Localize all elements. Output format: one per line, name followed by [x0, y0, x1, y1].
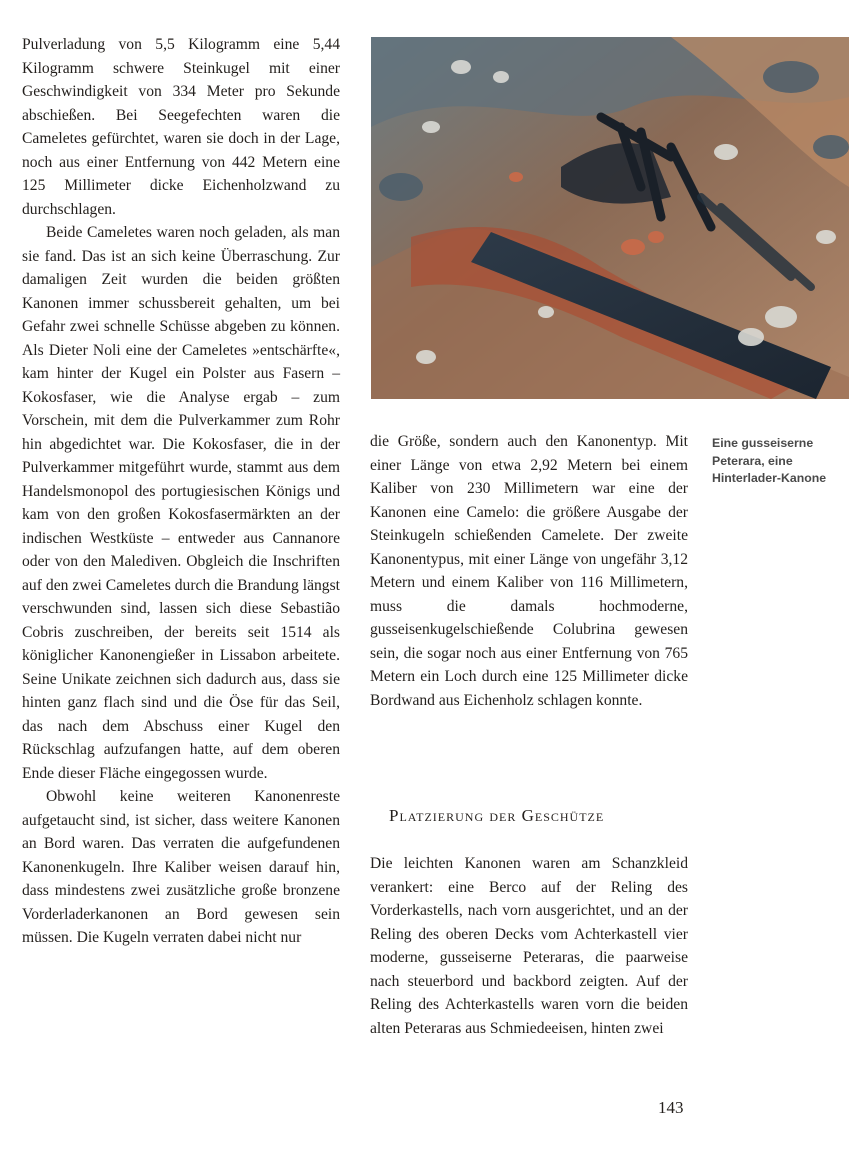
cannon-photo [371, 37, 849, 399]
paragraph: Pulverladung von 5,5 Kilogramm eine 5,44 Kilogramm schwere Steinkugel mit einer Geschwindigkeit von 334 Meter pro Sekunde abschießen. Bei Seegefechten waren die Cameletes gefürchtet, waren sie doch in der Lage, noch aus einer Entfernung von 442 Metern eine 125 Millimeter dicke Eichenholzwand zu durchschlagen. [22, 36, 340, 218]
section-heading: Platzierung der Geschütze [389, 806, 605, 825]
middle-text-column [370, 430, 688, 712]
paragraph: Obwohl keine weiteren Kanonenreste aufgetaucht sind, ist sicher, dass weitere Kanonen an Bord waren. Das verraten die aufgefundenen Kanonenkugeln. Ihre Kaliber weisen darauf hin, dass mindestens zwei zusätzliche große bronzene Vorderladerkanonen an Bord gewesen sein müssen. Die Kugeln verraten dabei nicht nur [22, 788, 340, 946]
section-text-column [370, 852, 688, 1040]
excavation-image [371, 37, 849, 399]
paragraph: die Größe, sondern auch den Kanonentyp. Mit einer Länge von etwa 2,92 Metern bei einem Kaliber von 230 Millimetern war eine der Kanonen eine Camelo: die größere Ausgabe der Steinkugeln schießenden Camelete. Der zweite Kanonentypus, mit einer Länge von ungefähr 3,12 Metern und einem Kaliber von 116 Millimetern, muss die damals hochmoderne, gusseisenkugelschießende Colubrina gewesen sein, die sogar noch aus einer Entfernung von 765 Metern ein Loch durch eine 125 Millimeter dicke Bordwand aus Eichenholz schlagen konnte. [370, 433, 688, 709]
photo-caption: Eine gusseiserne Peterara, eine Hinterlader-Kanone [712, 436, 827, 485]
left-text-column [22, 33, 340, 950]
paragraph: Beide Cameletes waren noch geladen, als man sie fand. Das ist an sich keine Überraschung. Zur damaligen Zeit wurden die beiden größten Kanonen immer schussbereit gehalten, um bei Gefahr zwei schnelle Schüsse abgeben zu können. Als Dieter Noli eine der Cameletes »entschärfte«, kam hinter der Kugel ein Polster aus Fasern – Kokosfaser, wie die Analyse ergab – zum Vorschein, mit dem die Pulverkammer zum Rohr hin abgedichtet war. Die Kokosfaser, die in der Pulverkammer mitgeführt wurde, stammt aus dem Handelsmonopol des portugiesischen Königs und kam von den großen Kokosfasermärkten an der indischen Westküste – entweder aus Cannanore oder von den Malediven. Obgleich die Inschriften auf den zwei Cameletes durch die Brandung längst verschwunden sind, lassen sich diese Sebastião Cobris zuschreiben, der bereits seit 1514 als königlicher Kanonengießer in Lissabon arbeitete. Seine Unikate zeichnen sich dadurch aus, dass sie hinten ganz flach sind und die Öse für das Seil, das nach dem Abschuss einer Kugel den Rückschlag aufzufangen hatte, auf dem oberen Ende dieser Fläche eingegossen wurde. [22, 224, 340, 782]
paragraph: Die leichten Kanonen waren am Schanzkleid verankert: eine Berco auf der Reling des Vorderkastells, nach vorn ausgerichtet, und an der Reling des oberen Decks vom Achterkastell vier moderne, gusseiserne Peteraras, die paarweise nach steuerbord und backbord zeigten. Auf der Reling des Achterkastells waren vorn die beiden alten Peteraras aus Schmiedeeisen, hinten zwei [370, 855, 688, 1037]
page-number: 143 [658, 1098, 684, 1117]
